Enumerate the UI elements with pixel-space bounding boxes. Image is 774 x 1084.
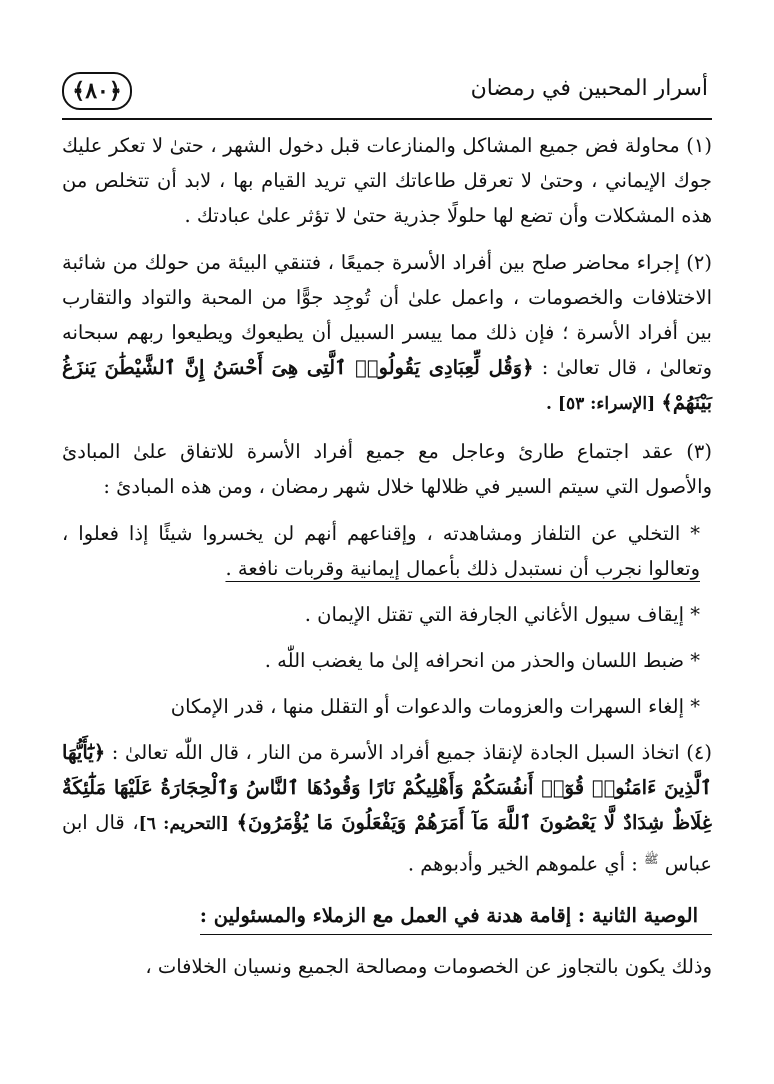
bullet-item-2: * إيقاف سيول الأغاني الجارفة التي تقتل الإيمان . [304,603,700,626]
paragraph-4-tail: : أي علموهم الخير وأدبوهم . [407,852,638,876]
paragraph-4-after: ، قال ابن عباس [62,811,712,876]
last-line: وذلك يكون بالتجاوز عن الخصومات ومصالحة الجميع ونسيان الخلافات ، [145,954,712,978]
bullet-1-underlined-text: وتعالوا نجرب أن نستبدل ذلك بأعمال إيمانية وقربات نافعة . [225,557,700,580]
quran-verse-tahrim: ﴿يَٰٓأَيُّهَا ٱلَّذِينَ ءَامَنُوا۟ قُوٓا۟ أَنفُسَكُمْ وَأَهْلِيكُمْ نَارًا وَقُودُهَا ٱلنَّاسُ وَٱلْحِجَارَةُ عَلَيْهَا مَلَٰٓئِكَةٌ غِلَاظٌ شِدَادٌ لَّا يَعْصُونَ ٱللَّهَ مَآ أَمَرَهُمْ وَيَفْعَلُونَ مَا يُؤْمَرُونَ﴾ [62,741,713,834]
bullet-1-text: * التخلي عن التلفاز ومشاهدته ، وإقناعهم أنهم لن يخسروا شيئًا إذا فعلوا ، [62,522,700,545]
paragraph-1: (١) محاولة فض جميع المشاكل والمنازعات قبل دخول الشهر ، حتىٰ لا تعكر عليك جوك الإيماني ، وحتىٰ لا تعرقل طاعاتك التي تريد القيام بها ، لابد أن تتخلص من هذه المشكلات وأن تضع لها حلولًا جذرية حتىٰ لا تؤثر علىٰ عبادتك . [62,134,712,227]
paragraph-3: (٣) عقد اجتماع طارئ وعاجل مع جميع أفراد الأسرة للاتفاق علىٰ المبادئ والأصول التي سيتم السير في ظلالها خلال شهر رمضان ، ومن هذه المبادئ : [62,440,712,498]
page-header [62,62,712,120]
honorific-symbol: ﷺ [644,852,659,866]
page-number: ﴿٨٠﴾ [62,72,132,110]
paragraph-2-text: (٢) إجراء محاضر صلح بين أفراد الأسرة جميعًا ، فتنقي البيئة من حولك من شائبة الاختلافات والخصومات ، واعمل علىٰ أن تُوجِد جوًّا من المحبة والتواد والتقارب بين أفراد الأسرة ؛ فإن ذلك مما ييسر السبيل أن يطيعوك ويطيعوا ربهم سبحانه وتعالىٰ ، قال تعالىٰ : [62,251,712,379]
bullet-item-3: * ضبط اللسان والحذر من انحرافه إلىٰ ما يغضب اللّٰه . [264,649,700,672]
bullet-item-4: * إلغاء السهرات والعزومات والدعوات أو التقلل منها ، قدر الإمكان [170,695,700,718]
paragraph-4-intro: (٤) اتخاذ السبل الجادة لإنقاذ جميع أفراد الأسرة من النار ، قال اللّٰه تعالىٰ : [111,741,712,764]
quran-verse-isra: ﴿وَقُل لِّعِبَادِى يَقُولُوا۟ ٱلَّتِى هِىَ أَحْسَنُ إِنَّ ٱلشَّيْطَٰنَ يَنزَغُ بَيْنَهُمْ﴾ [62,356,712,414]
paragraph-2 [62,245,712,422]
page-body [62,128,712,996]
section-heading: الوصية الثانية : إقامة هدنة في العمل مع الزملاء والمسئولين : [200,898,712,935]
verse-reference-isra: [الإسراء: ٥٣] . [546,394,656,414]
verse-reference-tahrim: [التحريم: ٦] [138,814,229,834]
paragraph-4 [62,735,712,882]
bullet-item-1 [62,516,712,586]
running-title: أسرار المحبين في رمضان [470,76,708,101]
